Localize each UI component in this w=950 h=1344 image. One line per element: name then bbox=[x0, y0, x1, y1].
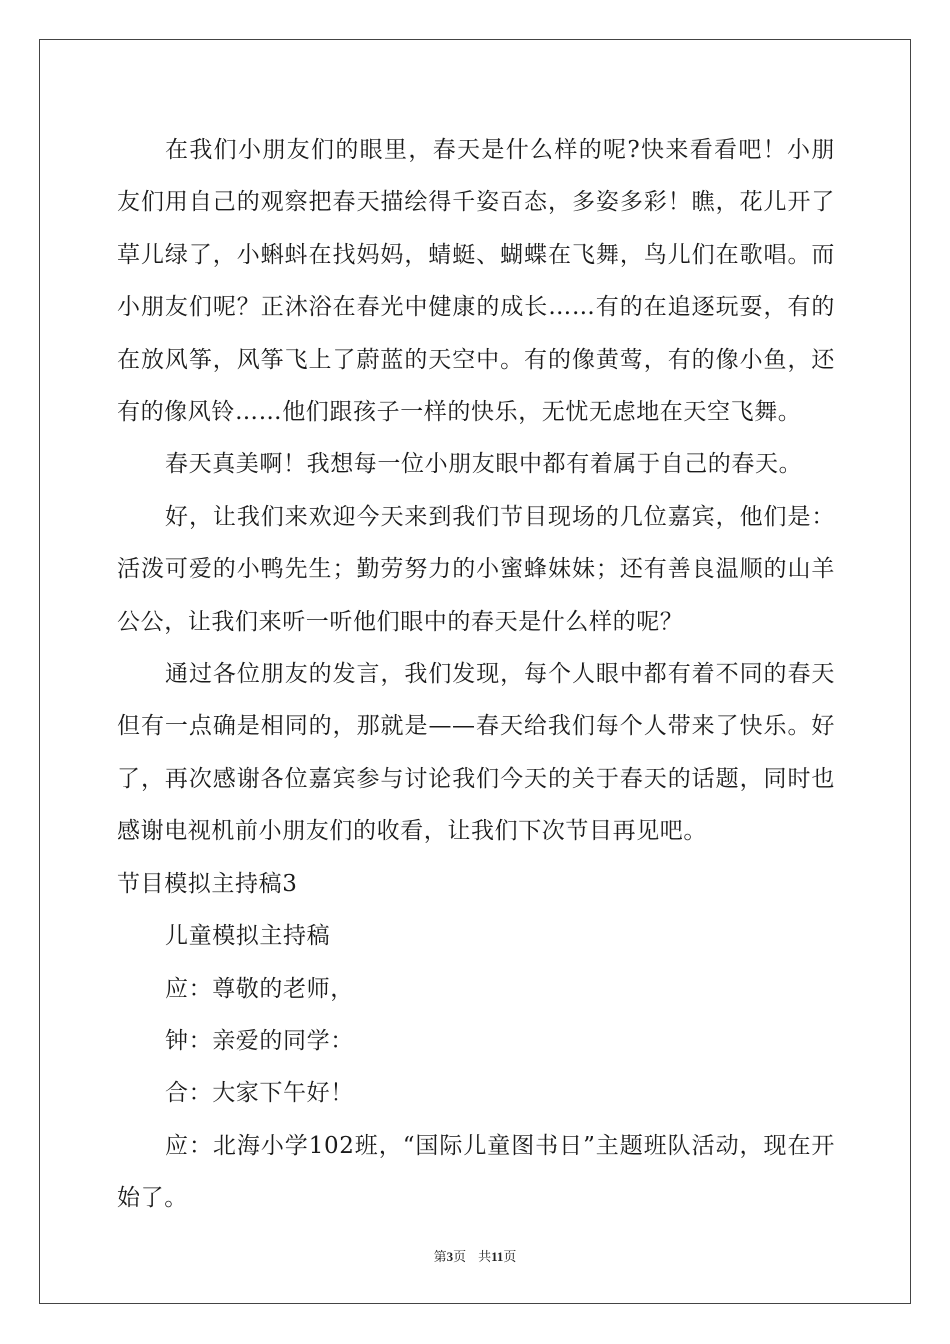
footer-total-prefix: 共 bbox=[478, 1249, 492, 1264]
section-heading: 节目模拟主持稿3 bbox=[117, 870, 298, 897]
paragraph-spring-beauty: 春天真美啊！我想每一位小朋友眼中都有着属于自己的春天。 bbox=[165, 451, 803, 478]
footer-page-number: 3 bbox=[446, 1249, 454, 1264]
footer-total-suffix: 页 bbox=[503, 1249, 517, 1264]
document-body bbox=[117, 124, 835, 1225]
page-footer bbox=[0, 1246, 950, 1265]
paragraph-spring-intro: 在我们小朋友们的眼里，春天是什么样的呢?快来看看吧！小朋友们用自己的观察把春天描绘得千姿百态，多姿多彩！瞧，花儿开了草儿绿了，小蝌蚪在找妈妈，蜻蜓、蝴蝶在飞舞，鸟儿们在歌唱。而小朋友们呢？正沐浴在春光中健康的成长……有的在追逐玩耍，有的在放风筝，风筝飞上了蔚蓝的天空中。有的像黄莺，有的像小鱼，还有的像风铃……他们跟孩子一样的快乐，无忧无虑地在天空飞舞。 bbox=[117, 137, 835, 426]
footer-total-pages: 11 bbox=[491, 1249, 504, 1264]
paragraph-closing: 通过各位朋友的发言，我们发现，每个人眼中都有着不同的春天但有一点确是相同的，那就是——春天给我们每个人带来了快乐。好了，再次感谢各位嘉宾参与讨论我们今天的关于春天的话题，同时也感谢电视机前小朋友们的收看，让我们下次节目再见吧。 bbox=[117, 661, 835, 845]
script-line: 合：大家下午好！ bbox=[165, 1080, 354, 1107]
paragraph-guests: 好，让我们来欢迎今天来到我们节目现场的几位嘉宾，他们是：活泼可爱的小鸭先生；勤劳努力的小蜜蜂妹妹；还有善良温顺的山羊公公，让我们来听一听他们眼中的春天是什么样的呢？ bbox=[117, 503, 835, 635]
footer-page-prefix: 第 bbox=[433, 1249, 447, 1264]
footer-page-suffix: 页 bbox=[453, 1249, 467, 1264]
script-line: 应：北海小学102班，“国际儿童图书日”主题班队活动，现在开始了。 bbox=[117, 1132, 835, 1212]
script-line: 应：尊敬的老师， bbox=[165, 975, 354, 1002]
script-line: 钟：亲爱的同学： bbox=[165, 1027, 354, 1054]
script-title: 儿童模拟主持稿 bbox=[165, 923, 331, 950]
